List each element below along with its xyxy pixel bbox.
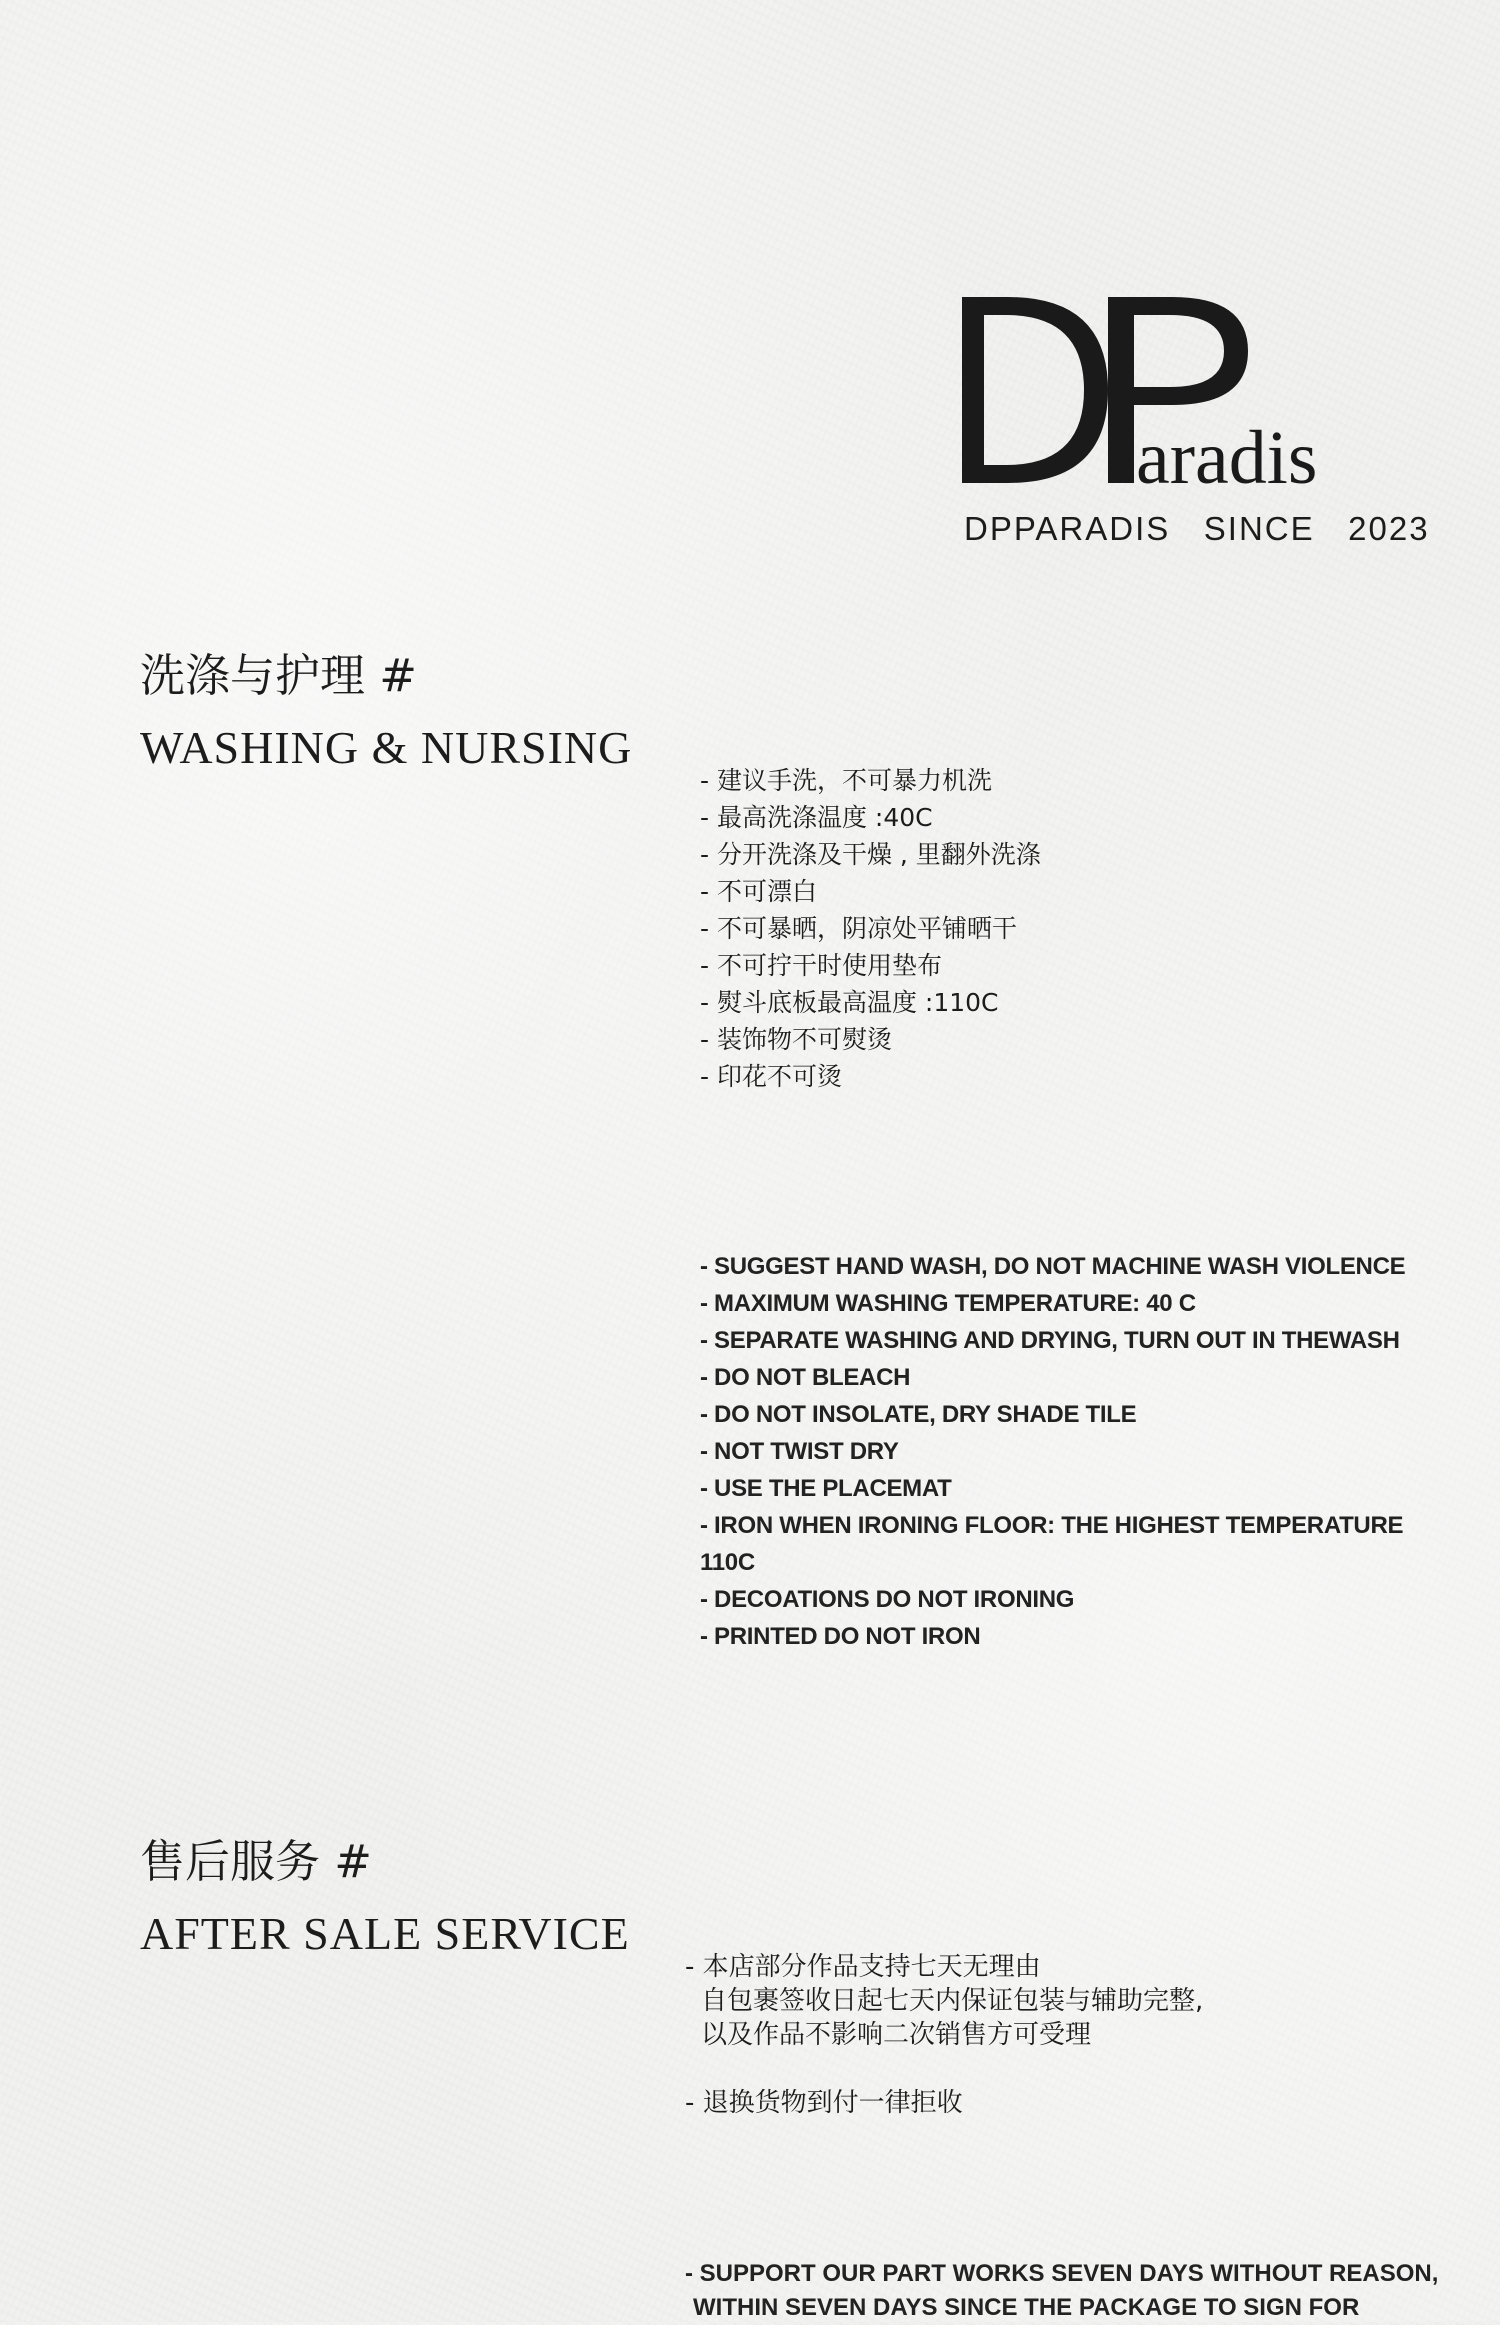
brand-logo (958, 285, 1428, 555)
list-item: - USE THE PLACEMAT (700, 1475, 952, 1502)
after-sale-heading (140, 1834, 630, 1962)
list-item: - 装饰物不可熨烫 (700, 1025, 892, 1054)
list-item: - 建议手洗，不可暴力机洗 (700, 766, 992, 795)
list-item: - IRON WHEN IRONING FLOOR: THE HIGHEST TEMPERATURE (700, 1512, 1404, 1539)
paragraph-line: 自包裹签收日起七天内保证包装与辅助完整, (701, 1986, 1204, 2016)
washing-heading-cn: 洗涤与护理 # (140, 649, 418, 702)
list-item: - NOT TWIST DRY (700, 1438, 899, 1465)
logo-mark (958, 285, 1428, 500)
list-item: - SUGGEST HAND WASH, DO NOT MACHINE WASH VIOLENCE (700, 1253, 1406, 1280)
list-item: - SEPARATE WASHING AND DRYING, TURN OUT IN THEWASH (700, 1327, 1400, 1354)
list-item: - 印花不可烫 (700, 1062, 842, 1091)
paragraph-line: - 本店部分作品支持七天无理由 (685, 1952, 1041, 1982)
washing-list-cn (700, 762, 1041, 1095)
paragraph-line: WITHIN SEVEN DAYS SINCE THE PACKAGE TO SIGN FOR (693, 2294, 1360, 2321)
after-sale-heading-en: AFTER SALE SERVICE (140, 1908, 630, 1959)
list-item: - 熨斗底板最高温度 :110C (700, 988, 999, 1017)
after-sale-return-note: - 退换货物到付一律拒收 (685, 2088, 963, 2118)
washing-heading-en: WASHING & NURSING (140, 722, 633, 773)
logo-wordmark: aradis (1136, 416, 1318, 500)
list-item: - 最高洗涤温度 :40C (700, 803, 933, 832)
logo-tagline: DPPARADIS SINCE 2023 (964, 510, 1430, 547)
list-item: - 分开洗涤及干燥 , 里翻外洗涤 (700, 840, 1041, 869)
washing-list-en (700, 1248, 1405, 1655)
after-sale-para-en (685, 2257, 1438, 2325)
list-item: - MAXIMUM WASHING TEMPERATURE: 40 C (700, 1290, 1196, 1317)
list-item: - DO NOT BLEACH (700, 1364, 911, 1391)
after-sale-heading-cn: 售后服务 # (140, 1835, 373, 1888)
washing-heading (140, 648, 632, 776)
list-item: - 不可拧干时使用垫布 (700, 951, 942, 980)
list-item-continuation: 110C (700, 1549, 755, 1576)
list-item: - PRINTED DO NOT IRON (700, 1623, 981, 1650)
paragraph-line: - SUPPORT OUR PART WORKS SEVEN DAYS WITHOUT REASON, (685, 2260, 1439, 2287)
list-item: - DO NOT INSOLATE, DRY SHADE TILE (700, 1401, 1137, 1428)
list-item: - 不可漂白 (700, 877, 817, 906)
after-sale-para-cn (685, 1950, 1203, 2052)
list-item: - 不可暴晒，阴凉处平铺晒干 (700, 914, 1017, 943)
paragraph-line: 以及作品不影响二次销售方可受理 (701, 2020, 1092, 2050)
list-item: - DECOATIONS DO NOT IRONING (700, 1586, 1075, 1613)
